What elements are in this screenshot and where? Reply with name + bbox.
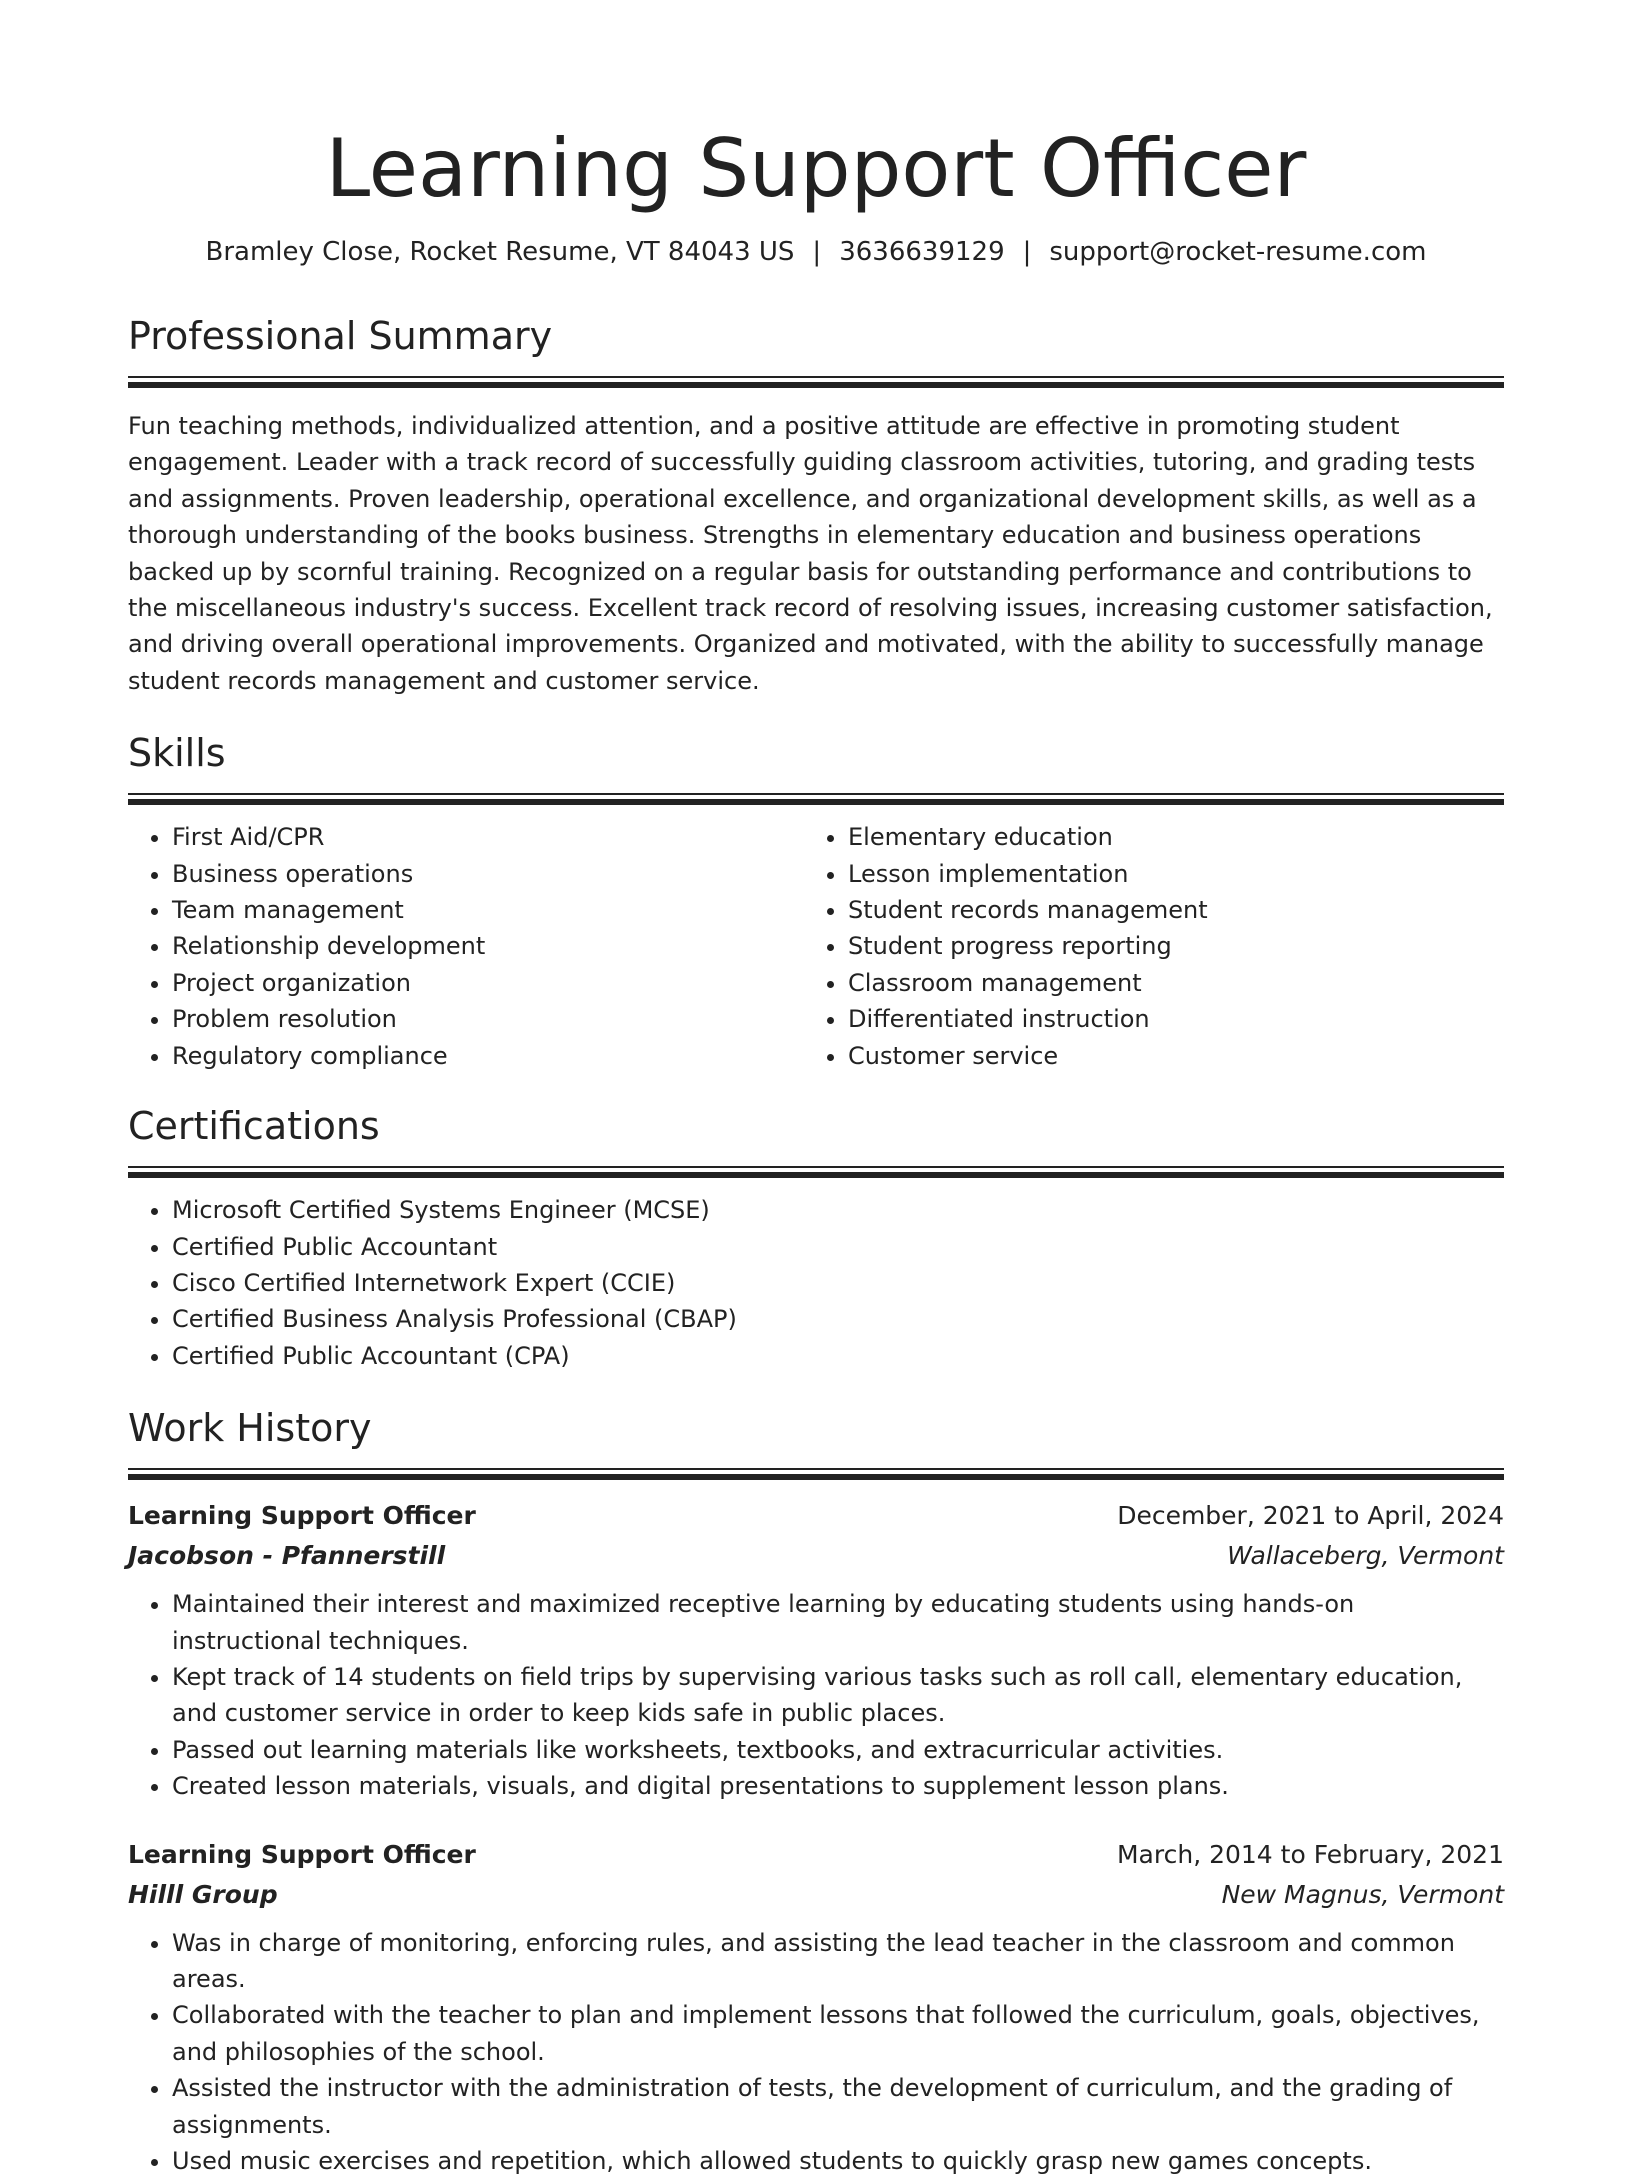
section-divider — [128, 376, 1504, 388]
skill-item: • Relationship development — [172, 928, 804, 964]
job-title: Learning Support Officer — [128, 1501, 476, 1531]
skill-item: • Student progress reporting — [848, 928, 1480, 964]
work-history-heading: Work History — [128, 1406, 372, 1451]
skill-item: • Lesson implementation — [848, 856, 1480, 892]
skills-list-left — [128, 819, 804, 1074]
skill-item: • Customer service — [848, 1038, 1480, 1074]
certifications-list — [128, 1192, 1504, 1374]
section-divider — [128, 1468, 1504, 1480]
resume-page — [128, 0, 1504, 2179]
certification-item: • Certified Public Accountant — [172, 1229, 1504, 1265]
summary-heading: Professional Summary — [128, 314, 553, 358]
job-entry — [128, 1496, 1504, 1804]
job-dates: December, 2021 to April, 2024 — [1117, 1501, 1504, 1531]
job-subheader — [128, 1536, 1504, 1576]
job-header — [128, 1835, 1504, 1875]
skills-list-right — [804, 819, 1480, 1074]
job-location: New Magnus, Vermont — [1221, 1879, 1504, 1909]
certification-item: • Certified Public Accountant (CPA) — [172, 1338, 1504, 1374]
job-bullet: • Created lesson materials, visuals, and digital presentations to supplement lesson plans. — [172, 1768, 1504, 1804]
job-bullet: • Passed out learning materials like worksheets, textbooks, and extracurricular activities. — [172, 1732, 1504, 1768]
skill-item: • Classroom management — [848, 965, 1480, 1001]
job-company: Hilll Group — [128, 1879, 278, 1909]
certifications-heading: Certifications — [128, 1104, 380, 1149]
skill-item: • Problem resolution — [172, 1001, 804, 1037]
contact-separator: | — [812, 237, 822, 267]
skill-item: • Business operations — [172, 856, 804, 892]
job-header — [128, 1496, 1504, 1536]
job-bullet: • Maintained their interest and maximized receptive learning by educating students using hands-on instructional techniques. — [172, 1586, 1504, 1659]
job-bullet: • Was in charge of monitoring, enforcing rules, and assisting the lead teacher in the classroom and common areas. — [172, 1925, 1504, 1998]
skill-item: • Elementary education — [848, 819, 1480, 855]
certification-item: • Certified Business Analysis Professional (CBAP) — [172, 1301, 1504, 1337]
job-location: Wallaceberg, Vermont — [1227, 1541, 1504, 1571]
job-subheader — [128, 1875, 1504, 1915]
job-dates: March, 2014 to February, 2021 — [1116, 1839, 1504, 1869]
job-bullet: • Kept track of 14 students on field trips by supervising various tasks such as roll call, elementary education, and customer service in order to keep kids safe in public places. — [172, 1659, 1504, 1732]
certification-item: • Microsoft Certified Systems Engineer (MCSE) — [172, 1192, 1504, 1228]
contact-phone: 3636639129 — [839, 237, 1005, 267]
contact-separator: | — [1022, 237, 1032, 267]
skill-item: • First Aid/CPR — [172, 819, 804, 855]
work-history-section — [128, 1402, 1504, 2179]
job-title: Learning Support Officer — [128, 1839, 476, 1869]
certifications-section — [128, 1100, 1504, 1374]
skill-item: • Student records management — [848, 892, 1480, 928]
section-divider — [128, 793, 1504, 805]
job-bullet: • Assisted the instructor with the administration of tests, the development of curriculum, and the grading of assignments. — [172, 2070, 1504, 2143]
job-bullets — [128, 1925, 1504, 2179]
job-entry — [128, 1835, 1504, 2179]
skills-grid — [128, 819, 1504, 1074]
job-bullet: • Collaborated with the teacher to plan and implement lessons that followed the curriculum, goals, objectives, and philosophies of the school. — [172, 1997, 1504, 2070]
job-bullet: • Used music exercises and repetition, which allowed students to quickly grasp new games concepts. — [172, 2143, 1504, 2179]
section-divider — [128, 1166, 1504, 1178]
certification-item: • Cisco Certified Internetwork Expert (CCIE) — [172, 1265, 1504, 1301]
contact-line — [128, 234, 1504, 270]
job-company: Jacobson - Pfannerstill — [128, 1541, 446, 1571]
skills-heading: Skills — [128, 731, 226, 776]
contact-address: Bramley Close, Rocket Resume, VT 84043 US — [205, 237, 795, 267]
job-bullets — [128, 1586, 1504, 1804]
skill-item: • Regulatory compliance — [172, 1038, 804, 1074]
skill-item: • Team management — [172, 892, 804, 928]
skills-section — [128, 727, 1504, 1074]
summary-text: Fun teaching methods, individualized attention, and a positive attitude are effective in promoting student engagement. Leader with a track record of successfully guiding classroom activities, tutoring, and grading tests and assignments. Proven leadership, operational excellence, and organizational development skills, as well as a thorough understanding of the books business. Strengths in elementary education and business operations backed up by scornful training. Recognized on a regular basis for outstanding performance and contributions to the miscellaneous industry's success. Excellent track record of resolving issues, increasing customer satisfaction, and driving overall operational improvements. Organized and motivated, with the ability to successfully manage student records management and customer service. — [128, 412, 1493, 695]
resume-name: Learning Support Officer — [325, 122, 1307, 215]
contact-email[interactable]: support@rocket-resume.com — [1049, 237, 1427, 267]
skill-item: • Differentiated instruction — [848, 1001, 1480, 1037]
skill-item: • Project organization — [172, 965, 804, 1001]
summary-section — [128, 310, 1504, 699]
